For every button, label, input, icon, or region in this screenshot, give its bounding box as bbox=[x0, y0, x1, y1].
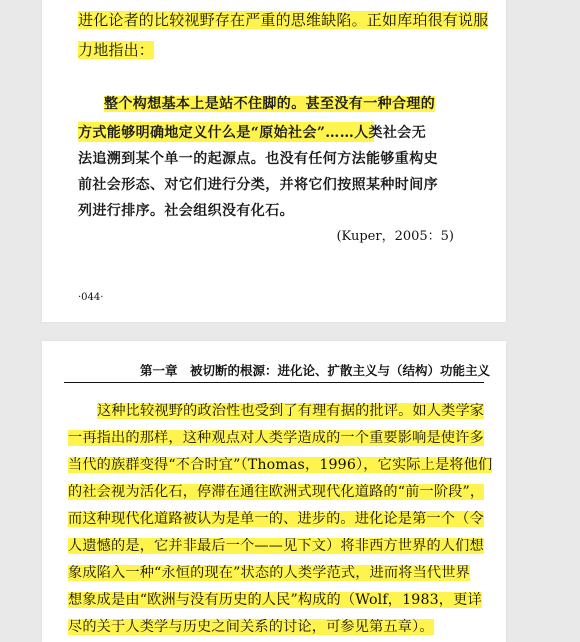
quote-line: 方式能够明确地定义什么是“原始社会”……人类社会无 bbox=[78, 122, 374, 142]
paragraph-line: 人遗憾的是，它并非最后一个——见下文）将非西方世界的人们想 bbox=[68, 538, 484, 554]
page-bottom bbox=[42, 341, 506, 642]
paragraph-line: 而这种现代化道路被认为是单一的、进步的。进化论是第一个（令 bbox=[68, 511, 484, 527]
citation: (Kuper，2005：5) bbox=[336, 229, 454, 244]
page-top bbox=[42, 0, 506, 322]
paragraph-line: 这种比较视野的政治性也受到了有理有据的批评。如人类学家 bbox=[97, 403, 485, 419]
paragraph-line: 的社会视为活化石，停滞在通往欧洲式现代化道路的“前一阶段”， bbox=[68, 484, 485, 500]
quote-line: 法追溯到某个单一的起源点。也没有任何方法能够重构史 bbox=[78, 151, 438, 167]
quote-line: 列进行排序。社会组织没有化石。 bbox=[78, 203, 294, 219]
header-divider bbox=[64, 382, 484, 383]
page-number: ·044· bbox=[78, 292, 104, 303]
running-header: 第一章 被切断的根源：进化论、扩散主义与（结构）功能主义 bbox=[140, 363, 491, 378]
paragraph-line: 象成陷入一种“永恒的现在”状态的人类学范式，进而将当代世界 bbox=[68, 565, 470, 581]
paragraph-line: 尽的关于人类学与历史之间关系的讨论，可参见第五章）。 bbox=[68, 619, 434, 635]
paragraph-line: 想象成是由“欧洲与没有历史的人民”构成的（Wolf，1983，更详 bbox=[68, 592, 482, 608]
paragraph-line: 当代的族群变得“不合时宜”（Thomas，1996），它实际上是将他们 bbox=[68, 457, 493, 473]
paragraph-line: 进化论者的比较视野存在严重的思维缺陷。正如库珀很有说服 bbox=[78, 11, 489, 29]
quote-line: 前社会形态、对它们进行分类，并将它们按照某种时间序 bbox=[78, 177, 438, 193]
paragraph-line: 力地指出： bbox=[78, 41, 155, 59]
quote-line: 整个构想基本上是站不住脚的。甚至没有一种合理的 bbox=[104, 96, 436, 112]
paragraph-line: 一再指出的那样，这种观点对人类学造成的一个重要影响是使许多 bbox=[68, 430, 484, 446]
